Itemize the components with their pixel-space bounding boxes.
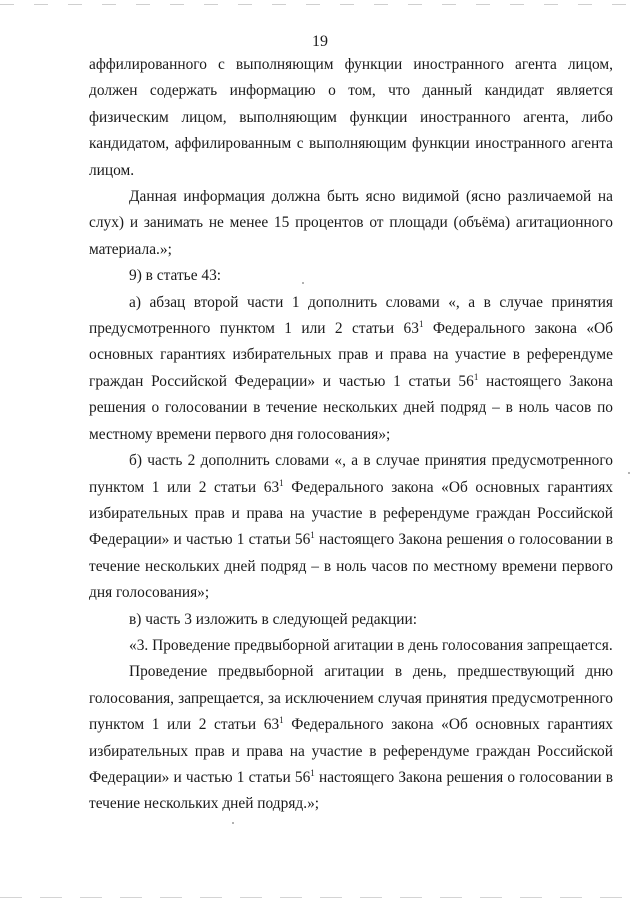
text-run: настоящего Закона решения о голосовании в течение нескольких дней подряд – в ноль часов по местному времени первого дня голосования»; [89, 531, 613, 602]
superscript: 1 [279, 715, 284, 726]
text-run: аффилированного с выполняющим функции иностранного агента лицом, должен содержать информацию о том, что данный кандидат является физическим лицом, выполняющим функции иностранного агента, либо кандидатом, аффилированным с выполняющим функции иностранного агента лицом. [89, 56, 613, 179]
page-number: 19 [312, 33, 328, 50]
paragraph [89, 607, 613, 633]
paragraph [89, 659, 613, 817]
superscript: 1 [418, 319, 424, 330]
paragraph [89, 633, 613, 659]
scan-edge-bottom [0, 897, 640, 898]
text-run: Данная информация должна быть ясно видимой (ясно различаемой на слух) и занимать не менее 15 процентов от площади (объёма) агитационного материала.»; [89, 188, 613, 258]
text-run: б) часть 2 дополнить словами «, а в случае принятия предусмотренного пунктом 1 или 2 статьи 63 [89, 452, 613, 496]
text-run: «3. Проведение предвыборной агитации в день голосования запрещается. [129, 636, 613, 654]
scan-speck [232, 822, 234, 824]
scan-speck [628, 472, 630, 474]
superscript: 1 [310, 767, 315, 778]
superscript: 1 [473, 371, 479, 382]
text-run: 9) в статье 43: [129, 267, 222, 285]
text-run: в) часть 3 изложить в следующей редакции: [129, 610, 418, 628]
paragraph [89, 290, 613, 448]
scan-edge-top [0, 4, 640, 5]
text-run: Федерального закона «Об основных гарантиях избирательных прав и права на участие в референдуме граждан Российской Федерации» и частью 1 статьи 56 [89, 320, 614, 390]
text-run: Федерального закона «Об основных гарантиях избирательных прав и права на участие в референдуме граждан Российской Федерации» и частью 1 статьи 56 [89, 478, 613, 549]
paragraph [89, 448, 613, 606]
text-run: настоящего Закона решения о голосовании в течение нескольких дней подряд.»; [89, 768, 613, 813]
text-run: Федерального закона «Об основных гарантиях избирательных прав и права на участие в референдуме граждан Российской Федерации» и частью 1 статьи 56 [89, 716, 613, 786]
body-text [89, 52, 613, 818]
text-run: Проведение предвыборной агитации в день, предшествующий дню голосования, запрещается, за исключением случая принятия предусмотренного пунктом 1 или 2 статьи 63 [89, 663, 613, 734]
text-run: а) абзац второй части 1 дополнить словами «, а в случае принятия предусмотренного пунктом 1 или 2 статьи 63 [89, 293, 613, 338]
paragraph [89, 52, 613, 184]
superscript: 1 [279, 477, 284, 488]
superscript: 1 [310, 530, 315, 541]
scan-speck [302, 282, 304, 284]
paragraph [89, 184, 613, 263]
paragraph [89, 263, 613, 289]
text-run: настоящего Закона решения о голосовании в течение нескольких дней подряд – в ноль часов по местному времени первого дня голосования»; [89, 372, 613, 443]
